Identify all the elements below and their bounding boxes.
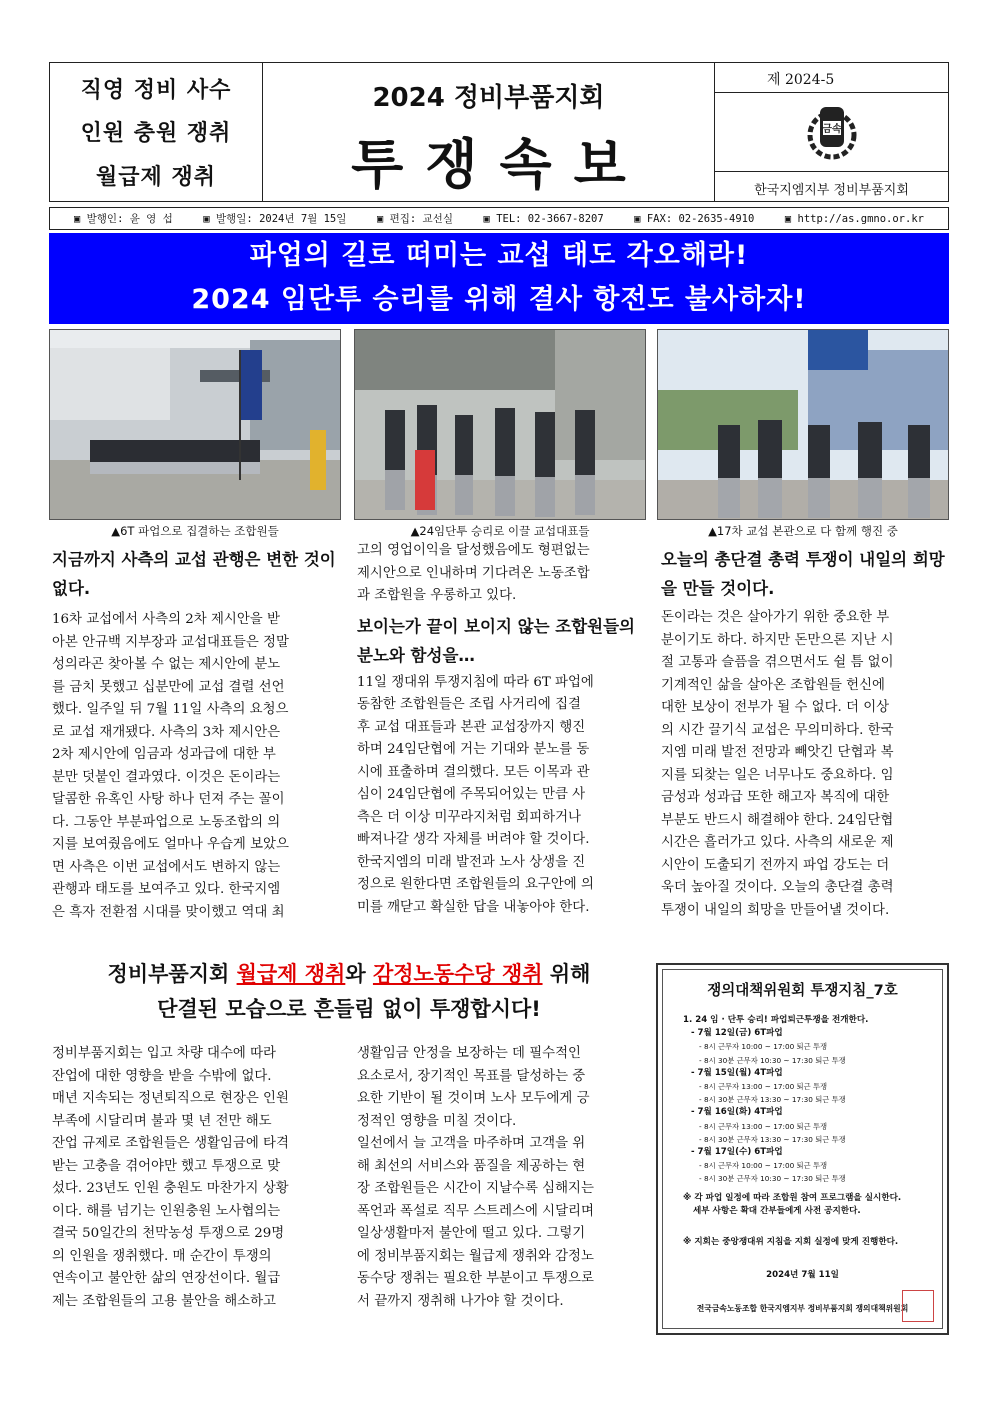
text-line: 제시안으로 인내하며 기다려온 노동조합 [357,565,590,581]
text-line: 은 흑자 전환점 시대를 맞이했고 역대 최 [52,904,285,920]
text-line: 분만 덧붙인 결과였다. 이것은 돈이라는 [52,769,281,785]
article1-column-2 [357,540,645,919]
issue-panel [715,63,948,201]
photo-strike-gathering [49,329,341,520]
slogan-panel [50,63,263,201]
text-line: 지를 보여줬음에도 얼마나 우습게 보았으 [52,837,289,852]
text-line: 심이 24임단협에 주목되어있는 만큼 사 [357,787,586,802]
text-line: 잔업에 대한 영향을 받을 수밖에 없다. [52,1068,272,1084]
title-text: 정비부품지회 [107,962,237,986]
text-line: 11일 쟁대위 투쟁지침에 따라 6T 파업에 [357,674,594,690]
publication-title: 투쟁속보 [351,133,648,196]
photo-caption: ▲17차 교섭 본관으로 다 함께 행진 중 [708,524,898,538]
editor: ▣ 편집: 교선실 [376,213,453,225]
text-line: 2차 제시안에 임금과 성과급에 대한 부 [52,747,276,762]
organization-name: 한국지엠지부 정비부품지회 [754,183,909,198]
text-line: 정으로 원한다면 조합원들의 요구안에 의 [357,877,594,892]
text-line: 에 정비부품지회는 월급제 쟁취와 감정노 [357,1248,594,1264]
schedule-row: - 8시 30분 근무자 13:30 ~ 17:30 퇴근 투쟁 [699,1134,846,1144]
strike-day: - 7월 15일(월) 4T파업 [691,1067,783,1078]
text-line: 일상생활마저 불안에 떨고 있다. 그렇기 [357,1226,586,1241]
text-line: 서 끝까지 쟁취해 나가야 할 것이다. [357,1293,564,1309]
title-highlight: 감정노동수당 쟁취 [372,962,543,986]
text-line: 성의라곤 찾아볼 수 없는 제시안에 분노 [52,657,281,672]
text-line: 생활임금 안정을 보장하는 데 필수적인 [357,1046,581,1061]
strike-day: - 7월 12일(금) 6T파업 [691,1028,783,1039]
title-highlight: 월급제 쟁취 [236,962,346,986]
text-line: 시에 표출하며 결의했다. 모든 이목과 관 [357,764,590,780]
article2 [49,958,649,1025]
text-line: 미를 깨닫고 확실한 답을 내놓아야 한다. [357,899,590,915]
schedule-row: - 8시 30분 근무자 10:30 ~ 17:30 퇴근 투쟁 [699,1174,846,1184]
text-line: 욱더 높아질 것이다. 오늘의 총단결 총력 [661,880,894,895]
fax: ▣ FAX: 02-2635-4910 [634,212,755,225]
text-line: 의 시간 끌기식 교섭은 무의미하다. 한국 [661,722,894,738]
title-panel [263,63,715,201]
section-heading: 오늘의 총단결 총력 투쟁이 내일의 희망을 만들 것이다. [661,550,945,598]
strike-directive-box [656,963,949,1335]
union-logo [715,93,948,172]
directive-note: 세부 사항은 확대 간부들에게 사전 공지한다. [693,1205,861,1216]
text-line: 달콤한 유혹인 사탕 하나 던져 주는 꼴이 [52,792,285,807]
text-line: 요소로서, 장기적인 목표를 달성하는 중 [357,1068,586,1084]
text-line: 한국지엠의 미래 발전과 노사 상생을 진 [357,854,586,870]
strike-day: - 7월 16일(화) 4T파업 [691,1107,783,1118]
schedule-row: - 8시 근무자 13:00 ~ 17:00 퇴근 투쟁 [699,1121,828,1131]
masthead [49,62,949,202]
strike-day: - 7월 17일(수) 6T파업 [691,1147,783,1158]
text-line: 이다. 해를 넘기는 인원충원 노사협의는 [52,1203,281,1219]
text-line: 대한 보상이 전부가 될 수 없다. 더 이상 [661,700,890,715]
photo-caption: ▲6T 파업으로 집결하는 조합원들 [111,524,279,538]
text-line: 요한 기반이 될 것이며 노사 모두에게 긍 [357,1091,590,1106]
photo-march-to-main-building [657,329,949,520]
directive-document [662,969,943,1329]
text-line: 폭언과 폭설로 직무 스트레스에 시달리며 [357,1203,594,1219]
text-line: 투쟁이 내일의 희망을 만들어낼 것이다. [661,902,890,918]
article2-column-2 [357,1043,645,1313]
directive-note: ※ 지회는 중앙쟁대위 지침을 지회 실정에 맞게 진행한다. [683,1237,899,1248]
directive-title: 쟁의대책위원회 투쟁지침_7호 [707,983,898,999]
text-line: 동수당 쟁취는 필요한 부분이고 투쟁으로 [357,1271,594,1286]
text-line: 시간은 흘러가고 있다. 사측의 새로운 제 [661,835,894,850]
text-line: 해 최선의 서비스와 품질을 제공하는 현 [357,1158,586,1174]
text-line: 관행과 태도를 보여주고 있다. 한국지엠 [52,882,281,897]
article1-column-3 [661,545,949,922]
text-line: 측은 더 이상 미꾸라지처럼 회피하거나 [357,809,581,825]
text-line: 면 사측은 이번 교섭에서도 변하지 않는 [52,859,281,875]
text-line: 시안이 도출되기 전까지 파업 강도는 더 [661,857,890,873]
text-line: 결국 50일간의 천막농성 투쟁으로 29명 [52,1226,285,1241]
directive-body [663,1014,942,1316]
issue-number: 제 2024-5 [715,63,948,93]
text-line: 받는 고충을 겪어야만 했고 투쟁으로 맞 [52,1158,281,1174]
text-line: 금성과 성과급 또한 해고자 복직에 대한 [661,790,890,805]
article2-column-1 [52,1043,340,1313]
directive-intro: 1. 24 임 · 단투 승리! 파업퇴근투쟁을 전개한다. [683,1015,869,1025]
photo-bargaining-representatives [354,329,646,520]
slogan-line: 직영 정비 사수 [80,78,232,104]
text-line: 로 교섭 재개됐다. 사측의 3차 제시안은 [52,724,281,740]
article-body [661,607,949,922]
directive-date: 2024년 7월 11일 [766,1270,839,1281]
website-link[interactable]: ▣ http://as.gmno.or.kr [784,212,924,225]
title-text: 와 [345,962,373,986]
headline-line-2: 2024 임단투 승리를 위해 결사 항전도 불사하자! [191,284,807,315]
text-line: 를 금치 못했고 십분만에 교섭 결렬 선언 [52,679,285,695]
article-body [357,540,645,608]
text-line: 정적인 영향을 미칠 것이다. [357,1113,517,1129]
text-line: 부족에 시달리며 불과 몇 년 전만 해도 [52,1113,272,1129]
official-seal-stamp [902,1290,934,1322]
text-line: 하며 24임단협에 거는 기대와 분노를 동 [357,742,590,757]
schedule-row: - 8시 근무자 10:00 ~ 17:00 퇴근 투쟁 [699,1161,828,1171]
text-line: 연속이고 불안한 삶의 연장선이다. 월급 [52,1271,281,1286]
directive-note: ※ 각 파업 일정에 따라 조합원 참여 프로그램을 실시한다. [683,1192,902,1203]
article-body [52,609,340,924]
text-line: 절 고통과 슬픔을 겪으면서도 쉴 틈 없이 [661,655,894,670]
photo-caption: ▲24임단투 승리로 이끌 교섭대표들 [410,524,590,538]
text-line: 장 조합원들은 시간이 지날수록 심해지는 [357,1181,594,1196]
text-line: 빠져나갈 생각 자체를 버려야 할 것이다. [357,832,590,847]
text-line: 했다. 일주일 뒤 7월 11일 사측의 요청으 [52,702,289,717]
fist-gear-logo-icon [806,103,858,161]
article2-title-line-2: 단결된 모습으로 흔들림 없이 투쟁합시다! [157,997,541,1021]
text-line: 16차 교섭에서 사측의 2차 제시안을 받 [52,612,280,627]
text-line: 일선에서 늘 고객을 마주하며 고객을 위 [357,1136,586,1151]
section-heading: 지금까지 사측의 교섭 관행은 변한 것이 없다. [52,550,336,598]
telephone: ▣ TEL: 02-3667-8207 [483,212,604,225]
schedule-row: - 8시 근무자 13:00 ~ 17:00 퇴근 투쟁 [699,1082,828,1092]
text-line: 후 교섭 대표들과 본관 교섭장까지 행진 [357,719,586,735]
text-line: 부분도 반드시 해결해야 한다. 24임단협 [661,812,894,828]
article1-column-1 [52,545,340,924]
slogan-line: 인원 충원 쟁취 [80,121,232,147]
text-line: 아본 안규백 지부장과 교섭대표들은 정말 [52,634,289,650]
publish-date: ▣ 발행일: 2024년 7월 15일 [203,213,347,225]
text-line: 섰다. 23년도 인원 충원도 마찬가지 상황 [52,1181,289,1196]
text-line: 돈이라는 것은 살아가기 위한 중요한 부 [661,610,890,625]
title-text: 위해 [542,962,591,986]
text-line: 제는 조합원들의 고용 불안을 해소하고 [52,1293,276,1309]
text-line: 동참한 조합원들은 조립 사거리에 집결 [357,697,581,712]
main-headline [49,233,949,324]
schedule-row: - 8시 30분 근무자 10:30 ~ 17:30 퇴근 투쟁 [699,1055,846,1065]
text-line: 정비부품지회는 입고 차량 대수에 따라 [52,1046,276,1061]
text-line: 의 인원을 쟁취했다. 매 순간이 투쟁의 [52,1248,272,1264]
svg-text:금속: 금속 [821,124,842,135]
text-line: 지를 되찾는 일은 너무나도 중요하다. 임 [661,767,894,783]
headline-line-1: 파업의 길로 떠미는 교섭 태도 각오해라! [249,240,749,271]
text-line: 매년 지속되는 정년퇴직으로 현장은 인원 [52,1091,289,1106]
article2-title [49,958,649,990]
text-line: 다. 그동안 부분파업으로 노동조합의 의 [52,814,281,830]
schedule-row: - 8시 근무자 10:00 ~ 17:00 퇴근 투쟁 [699,1042,828,1052]
slogan-line: 월급제 쟁취 [96,164,216,190]
publication-subtitle: 2024 정비부품지회 [372,83,605,113]
publication-info-bar [49,207,949,230]
text-line: 과 조합원을 우롱하고 있다. [357,588,517,603]
text-line: 고의 영업이익을 달성했음에도 형편없는 [357,543,590,558]
article-body [357,672,645,920]
text-line: 지엠 미래 발전 전망과 빼앗긴 단협과 복 [661,745,894,760]
section-heading: 보이는가 끝이 보이지 않는 조합원들의 분노와 함성을… [357,616,636,665]
text-line: 잔업 규제로 조합원들은 생활임금에 타격 [52,1136,289,1151]
publisher: ▣ 발행인: 윤 영 섭 [74,213,173,225]
text-line: 분이기도 하다. 하지만 돈만으론 지난 시 [661,632,894,648]
text-line: 기계적인 삶을 살아온 조합원들 헌신에 [661,677,885,693]
schedule-row: - 8시 30분 근무자 13:30 ~ 17:30 퇴근 투쟁 [699,1095,846,1105]
directive-signature: 전국금속노동조합 한국지엠지부 정비부품지회 쟁의대책위원회 [696,1304,909,1314]
